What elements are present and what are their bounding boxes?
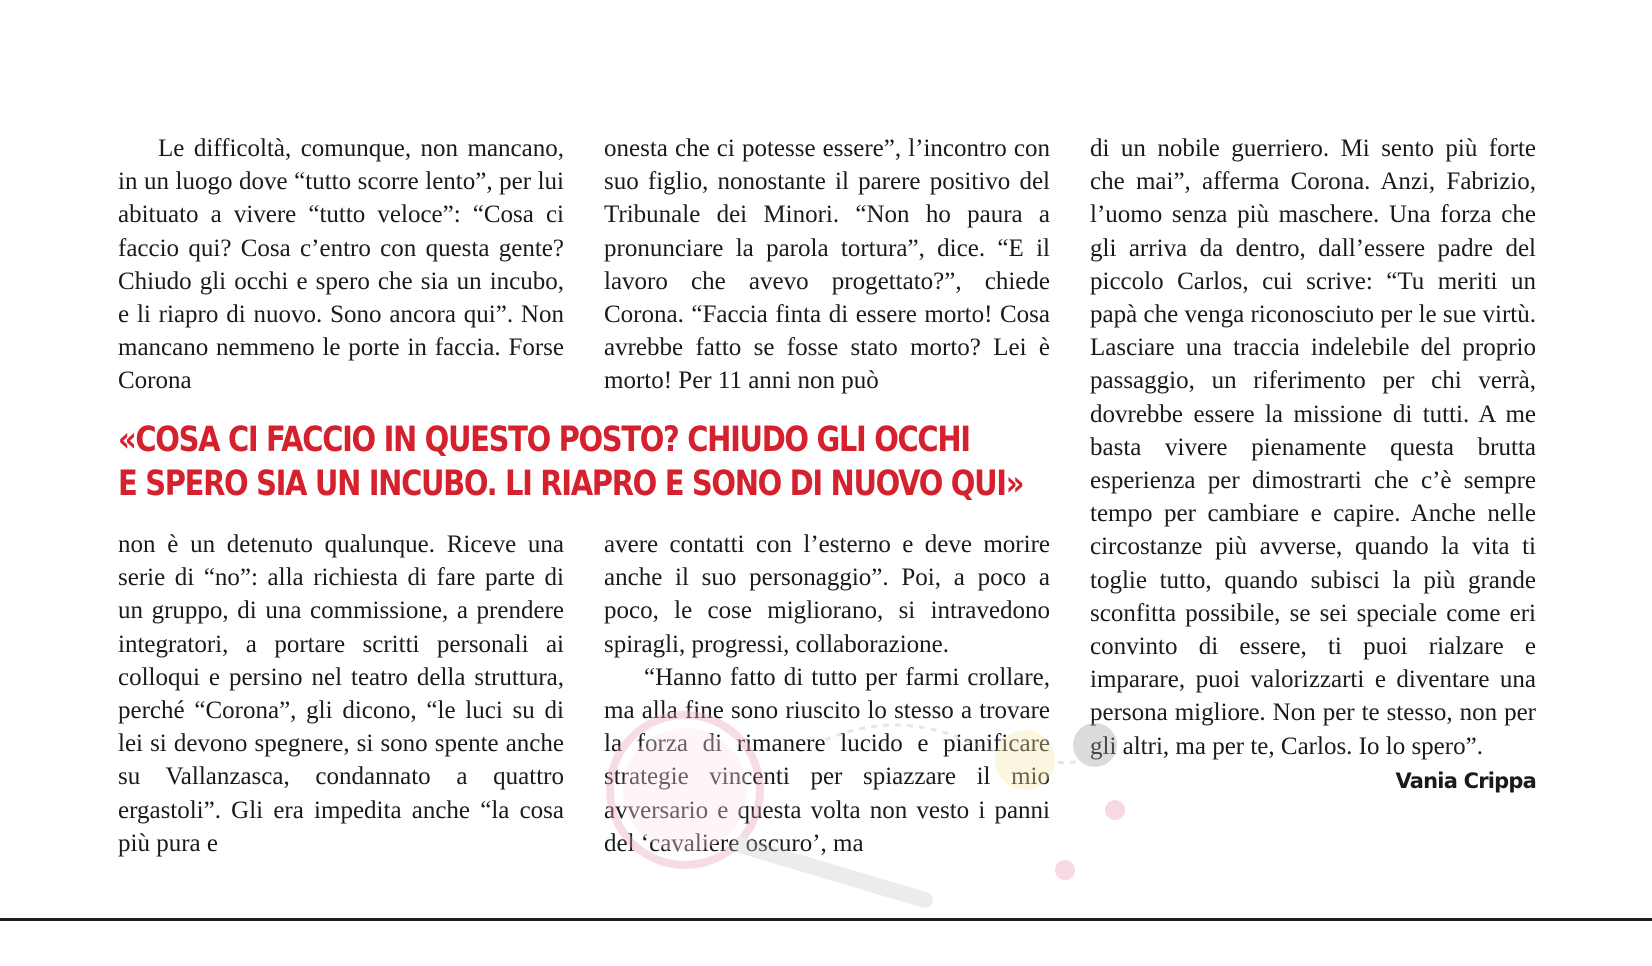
body-text: non è un detenuto qualunque. Riceve una serie di “no”: alla richiesta di fare parte di un gruppo, di una commissione, a prendere integratori, a portare scritti personali ai colloqui e persino nel teatro della struttura, perché “Corona”, gli dicono, “le luci su di lei si devono spegnere, si sono spente anche su Vallanzasca, condannato a quattro ergastoli”. Gli era impedita anche “la cosa più pura e xyxy=(118,531,564,857)
body-text: onesta che ci potesse essere”, l’incontro con suo figlio, nonostante il parere positivo del Tribunale dei Minori. “Non ho paura a pronunciare la parola tortura”, dice. “E il lavoro che avevo progettato?”, chiede Corona. “Faccia finta di essere morto! Cosa avrebbe fatto se fosse stato morto? Lei è morto! Per 11 anni non può xyxy=(604,135,1050,395)
article-column-1-top xyxy=(118,132,564,398)
body-text: Le difficoltà, comunque, non mancano, in un luogo dove “tutto scorre lento”, per lui abituato a vivere “tutto veloce”: “Cosa ci faccio qui? Cosa c’entro con questa gente? Chiudo gli occhi e spero che sia un incubo, e li riapro di nuovo. Sono ancora qui”. Non mancano nemmeno le porte in faccia. Forse Corona xyxy=(118,135,564,395)
bottom-rule xyxy=(0,918,1652,921)
article-column-1-bottom xyxy=(118,528,564,860)
pull-quote xyxy=(118,418,1024,506)
article-column-2-top xyxy=(604,132,1050,398)
body-text: “Hanno fatto di tutto per farmi crollare, ma alla fine sono riuscito lo stesso a trovare la forza di rimanere lucido e pianificare strategie vincenti per spiazzare il mio avversario e questa volta non vesto i panni del ‘cavaliere oscuro’, ma xyxy=(604,663,1050,857)
pull-quote-line-1: «COSA CI FACCIO IN QUESTO POSTO? CHIUDO GLI OCCHI xyxy=(118,420,970,460)
article-column-2-bottom xyxy=(604,528,1050,860)
author-signature: Vania Crippa xyxy=(1395,768,1536,793)
body-text: avere contatti con l’esterno e deve morire anche il suo personaggio”. Poi, a poco a poco, le cose migliorano, si intravedono spiragli, progressi, collaborazione. xyxy=(604,531,1050,658)
pull-quote-line-2: E SPERO SIA UN INCUBO. LI RIAPRO E SONO DI NUOVO QUI» xyxy=(118,464,1024,504)
body-text: di un nobile guerriero. Mi sento più forte che mai”, afferma Corona. Anzi, Fabrizio, l’uomo senza più maschere. Una forza che gli arriva da dentro, dall’essere padre del piccolo Carlos, cui scrive: “Tu meriti un papà che venga riconosciuto per le sue virtù. Lasciare una traccia indelebile del proprio passaggio, un riferimento per chi verrà, dovrebbe essere la missione di tutti. A me basta vivere pienamente questa brutta esperienza per dimostrarti che c’è sempre tempo per cambiare e capire. Anche nelle circostanze più avverse, quando la vita ti toglie tutto, quando subisci la più grande sconfitta possibile, se sei speciale come eri convinto di essere, ti puoi rialzare e imparare, puoi valorizzarti e diventare una persona migliore. Non per te stesso, non per gli altri, ma per te, Carlos. Io lo spero”. xyxy=(1090,135,1536,760)
article-column-3 xyxy=(1090,132,1536,798)
